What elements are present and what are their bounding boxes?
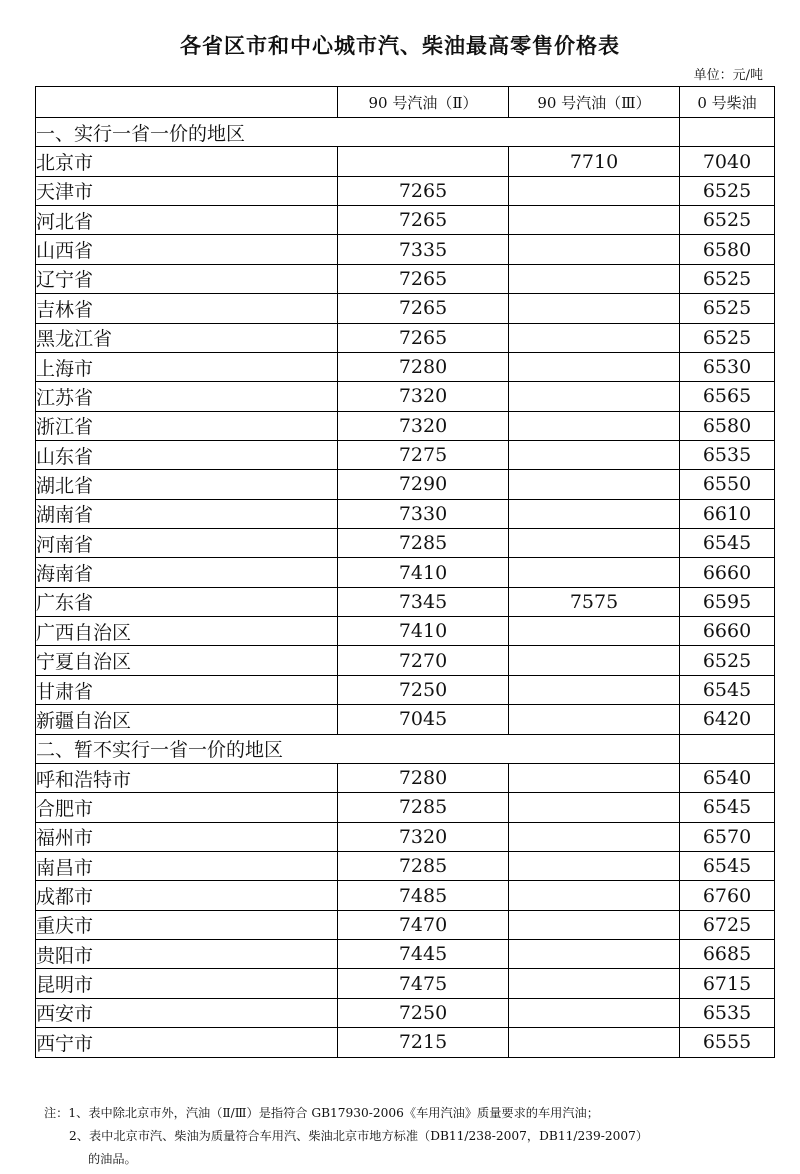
gasoline-90-ii-cell: 7280 bbox=[338, 763, 509, 792]
region-cell: 新疆自治区 bbox=[36, 705, 338, 734]
document-title: 各省区市和中心城市汽、柴油最高零售价格表 bbox=[180, 34, 620, 58]
region-cell: 辽宁省 bbox=[36, 264, 338, 293]
table-row bbox=[36, 440, 775, 469]
price-table bbox=[35, 86, 775, 1058]
footnotes bbox=[44, 1102, 784, 1171]
region-cell: 昆明市 bbox=[36, 969, 338, 998]
table-row bbox=[36, 206, 775, 235]
diesel-0-cell: 6545 bbox=[680, 529, 775, 558]
table-row bbox=[36, 763, 775, 792]
gasoline-90-iii-cell: 7710 bbox=[509, 147, 680, 176]
diesel-0-cell: 6555 bbox=[680, 1028, 775, 1057]
diesel-0-cell: 6715 bbox=[680, 969, 775, 998]
region-cell: 成都市 bbox=[36, 881, 338, 910]
gasoline-90-iii-cell bbox=[509, 470, 680, 499]
section-heading: 一、实行一省一价的地区 bbox=[36, 118, 680, 147]
table-header-row bbox=[36, 87, 775, 118]
region-cell: 黑龙江省 bbox=[36, 323, 338, 352]
gasoline-90-iii-cell bbox=[509, 998, 680, 1027]
table-row bbox=[36, 470, 775, 499]
gasoline-90-ii-cell: 7285 bbox=[338, 793, 509, 822]
gasoline-90-iii-cell bbox=[509, 176, 680, 205]
region-cell: 广东省 bbox=[36, 587, 338, 616]
diesel-0-cell: 6610 bbox=[680, 499, 775, 528]
gasoline-90-ii-cell: 7485 bbox=[338, 881, 509, 910]
gasoline-90-ii-cell: 7410 bbox=[338, 617, 509, 646]
gasoline-90-iii-cell bbox=[509, 910, 680, 939]
table-row bbox=[36, 969, 775, 998]
gasoline-90-ii-cell: 7470 bbox=[338, 910, 509, 939]
table-row bbox=[36, 176, 775, 205]
table-row bbox=[36, 264, 775, 293]
gasoline-90-iii-cell bbox=[509, 793, 680, 822]
header-diesel-0: 0 号柴油 bbox=[680, 87, 775, 118]
gasoline-90-ii-cell: 7265 bbox=[338, 323, 509, 352]
gasoline-90-ii-cell bbox=[338, 147, 509, 176]
table-row bbox=[36, 529, 775, 558]
gasoline-90-iii-cell bbox=[509, 617, 680, 646]
diesel-0-cell: 6565 bbox=[680, 382, 775, 411]
table-row bbox=[36, 998, 775, 1027]
table-row bbox=[36, 147, 775, 176]
table-row bbox=[36, 235, 775, 264]
section-heading-filler bbox=[680, 734, 775, 763]
diesel-0-cell: 6570 bbox=[680, 822, 775, 851]
diesel-0-cell: 6530 bbox=[680, 352, 775, 381]
gasoline-90-iii-cell bbox=[509, 851, 680, 880]
gasoline-90-iii-cell bbox=[509, 294, 680, 323]
gasoline-90-ii-cell: 7250 bbox=[338, 998, 509, 1027]
diesel-0-cell: 6545 bbox=[680, 675, 775, 704]
diesel-0-cell: 6535 bbox=[680, 440, 775, 469]
table-row bbox=[36, 793, 775, 822]
region-cell: 宁夏自治区 bbox=[36, 646, 338, 675]
gasoline-90-ii-cell: 7280 bbox=[338, 352, 509, 381]
gasoline-90-iii-cell bbox=[509, 411, 680, 440]
region-cell: 合肥市 bbox=[36, 793, 338, 822]
gasoline-90-iii-cell bbox=[509, 822, 680, 851]
region-cell: 广西自治区 bbox=[36, 617, 338, 646]
gasoline-90-ii-cell: 7275 bbox=[338, 440, 509, 469]
table-row bbox=[36, 352, 775, 381]
unit-label: 单位：元/吨 bbox=[693, 68, 763, 83]
footnote-line-3: 的油品。 bbox=[88, 1152, 137, 1166]
diesel-0-cell: 6540 bbox=[680, 763, 775, 792]
region-cell: 吉林省 bbox=[36, 294, 338, 323]
diesel-0-cell: 6660 bbox=[680, 558, 775, 587]
gasoline-90-iii-cell bbox=[509, 881, 680, 910]
gasoline-90-ii-cell: 7410 bbox=[338, 558, 509, 587]
table-row bbox=[36, 822, 775, 851]
diesel-0-cell: 6685 bbox=[680, 940, 775, 969]
diesel-0-cell: 6580 bbox=[680, 411, 775, 440]
gasoline-90-ii-cell: 7320 bbox=[338, 382, 509, 411]
diesel-0-cell: 6760 bbox=[680, 881, 775, 910]
gasoline-90-ii-cell: 7265 bbox=[338, 176, 509, 205]
gasoline-90-iii-cell bbox=[509, 969, 680, 998]
table-row bbox=[36, 851, 775, 880]
header-gasoline-90-iii: 90 号汽油（Ⅲ） bbox=[509, 87, 680, 118]
table-row bbox=[36, 910, 775, 939]
section-heading-row bbox=[36, 734, 775, 763]
diesel-0-cell: 6525 bbox=[680, 646, 775, 675]
region-cell: 河北省 bbox=[36, 206, 338, 235]
footnote-line-2: 2、表中北京市汽、柴油为质量符合车用汽、柴油北京市地方标准（DB11/238-2007，DB11/239-2007） bbox=[69, 1129, 649, 1143]
diesel-0-cell: 7040 bbox=[680, 147, 775, 176]
gasoline-90-ii-cell: 7285 bbox=[338, 529, 509, 558]
gasoline-90-iii-cell bbox=[509, 352, 680, 381]
table-row bbox=[36, 499, 775, 528]
region-cell: 湖北省 bbox=[36, 470, 338, 499]
gasoline-90-ii-cell: 7045 bbox=[338, 705, 509, 734]
section-heading-row bbox=[36, 118, 775, 147]
gasoline-90-iii-cell bbox=[509, 646, 680, 675]
gasoline-90-ii-cell: 7475 bbox=[338, 969, 509, 998]
gasoline-90-iii-cell bbox=[509, 206, 680, 235]
diesel-0-cell: 6420 bbox=[680, 705, 775, 734]
gasoline-90-iii-cell bbox=[509, 440, 680, 469]
diesel-0-cell: 6525 bbox=[680, 206, 775, 235]
diesel-0-cell: 6525 bbox=[680, 294, 775, 323]
table-row bbox=[36, 617, 775, 646]
section-heading-filler bbox=[680, 118, 775, 147]
region-cell: 上海市 bbox=[36, 352, 338, 381]
gasoline-90-iii-cell bbox=[509, 529, 680, 558]
region-cell: 呼和浩特市 bbox=[36, 763, 338, 792]
gasoline-90-ii-cell: 7265 bbox=[338, 264, 509, 293]
gasoline-90-iii-cell bbox=[509, 1028, 680, 1057]
gasoline-90-ii-cell: 7265 bbox=[338, 206, 509, 235]
region-cell: 湖南省 bbox=[36, 499, 338, 528]
diesel-0-cell: 6550 bbox=[680, 470, 775, 499]
gasoline-90-ii-cell: 7330 bbox=[338, 499, 509, 528]
gasoline-90-ii-cell: 7290 bbox=[338, 470, 509, 499]
table-row bbox=[36, 705, 775, 734]
table-row bbox=[36, 646, 775, 675]
table-row bbox=[36, 294, 775, 323]
gasoline-90-iii-cell bbox=[509, 499, 680, 528]
table-body bbox=[36, 118, 775, 1058]
gasoline-90-ii-cell: 7345 bbox=[338, 587, 509, 616]
header-region bbox=[36, 87, 338, 118]
diesel-0-cell: 6545 bbox=[680, 793, 775, 822]
region-cell: 海南省 bbox=[36, 558, 338, 587]
diesel-0-cell: 6545 bbox=[680, 851, 775, 880]
gasoline-90-ii-cell: 7270 bbox=[338, 646, 509, 675]
table-row bbox=[36, 382, 775, 411]
table-row bbox=[36, 587, 775, 616]
diesel-0-cell: 6660 bbox=[680, 617, 775, 646]
table-row bbox=[36, 881, 775, 910]
table-row bbox=[36, 411, 775, 440]
diesel-0-cell: 6525 bbox=[680, 323, 775, 352]
gasoline-90-iii-cell bbox=[509, 235, 680, 264]
region-cell: 天津市 bbox=[36, 176, 338, 205]
gasoline-90-iii-cell bbox=[509, 705, 680, 734]
table-row bbox=[36, 1028, 775, 1057]
gasoline-90-ii-cell: 7265 bbox=[338, 294, 509, 323]
gasoline-90-iii-cell bbox=[509, 382, 680, 411]
region-cell: 江苏省 bbox=[36, 382, 338, 411]
gasoline-90-ii-cell: 7320 bbox=[338, 822, 509, 851]
gasoline-90-ii-cell: 7250 bbox=[338, 675, 509, 704]
gasoline-90-iii-cell bbox=[509, 675, 680, 704]
gasoline-90-ii-cell: 7215 bbox=[338, 1028, 509, 1057]
footnote-line-1: 注：1、表中除北京市外，汽油（Ⅱ/Ⅲ）是指符合 GB17930-2006《车用汽油》质量要求的车用汽油； bbox=[44, 1106, 599, 1120]
section-heading: 二、暂不实行一省一价的地区 bbox=[36, 734, 680, 763]
header-gasoline-90-ii: 90 号汽油（Ⅱ） bbox=[338, 87, 509, 118]
table-row bbox=[36, 558, 775, 587]
gasoline-90-iii-cell bbox=[509, 323, 680, 352]
region-cell: 南昌市 bbox=[36, 851, 338, 880]
gasoline-90-ii-cell: 7320 bbox=[338, 411, 509, 440]
region-cell: 贵阳市 bbox=[36, 940, 338, 969]
gasoline-90-iii-cell bbox=[509, 940, 680, 969]
table-row bbox=[36, 323, 775, 352]
gasoline-90-iii-cell bbox=[509, 763, 680, 792]
gasoline-90-iii-cell bbox=[509, 264, 680, 293]
region-cell: 山西省 bbox=[36, 235, 338, 264]
diesel-0-cell: 6725 bbox=[680, 910, 775, 939]
diesel-0-cell: 6580 bbox=[680, 235, 775, 264]
region-cell: 西宁市 bbox=[36, 1028, 338, 1057]
gasoline-90-ii-cell: 7335 bbox=[338, 235, 509, 264]
region-cell: 重庆市 bbox=[36, 910, 338, 939]
region-cell: 河南省 bbox=[36, 529, 338, 558]
gasoline-90-ii-cell: 7285 bbox=[338, 851, 509, 880]
region-cell: 福州市 bbox=[36, 822, 338, 851]
region-cell: 甘肃省 bbox=[36, 675, 338, 704]
gasoline-90-iii-cell: 7575 bbox=[509, 587, 680, 616]
table-row bbox=[36, 675, 775, 704]
region-cell: 山东省 bbox=[36, 440, 338, 469]
gasoline-90-iii-cell bbox=[509, 558, 680, 587]
diesel-0-cell: 6525 bbox=[680, 176, 775, 205]
gasoline-90-ii-cell: 7445 bbox=[338, 940, 509, 969]
region-cell: 浙江省 bbox=[36, 411, 338, 440]
region-cell: 北京市 bbox=[36, 147, 338, 176]
diesel-0-cell: 6525 bbox=[680, 264, 775, 293]
diesel-0-cell: 6535 bbox=[680, 998, 775, 1027]
diesel-0-cell: 6595 bbox=[680, 587, 775, 616]
region-cell: 西安市 bbox=[36, 998, 338, 1027]
table-row bbox=[36, 940, 775, 969]
